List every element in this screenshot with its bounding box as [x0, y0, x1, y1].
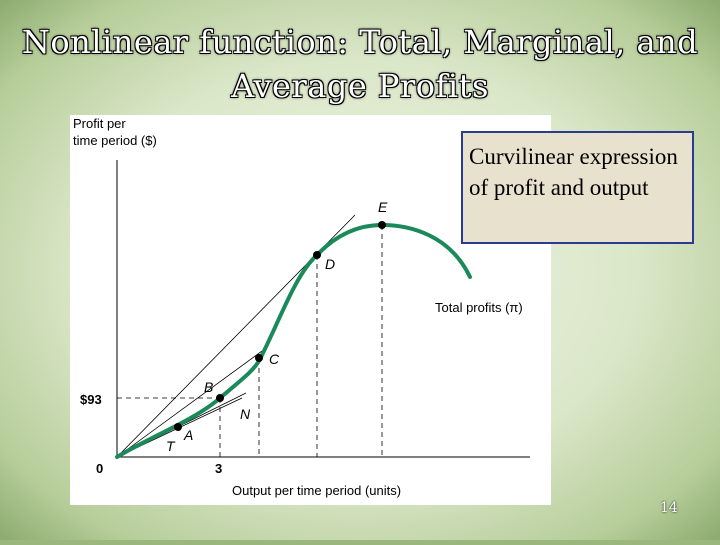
label-c: C — [269, 351, 280, 367]
curve-label: Total profits (π) — [435, 300, 523, 315]
y-axis-label-line2: time period ($) — [73, 133, 157, 148]
label-d: D — [325, 256, 336, 272]
y-tick-label: $93 — [80, 392, 102, 407]
point-e — [378, 221, 386, 229]
point-a — [174, 423, 182, 431]
label-n: N — [240, 406, 251, 422]
page-number: 14 — [660, 500, 678, 516]
point-c — [255, 354, 263, 362]
total-profit-curve — [117, 225, 470, 457]
callout-text: Curvilinear expression of profit and output — [469, 144, 678, 200]
slide-title: Nonlinear function: Total, Marginal, and Average Profits — [21, 23, 699, 105]
label-e: E — [378, 199, 388, 215]
label-t: T — [166, 438, 175, 454]
y-axis-label-line1: Profit per — [73, 116, 126, 131]
x-tick-label: 3 — [215, 461, 223, 476]
point-d — [313, 251, 321, 259]
label-a: A — [184, 427, 194, 443]
label-b: B — [204, 379, 214, 395]
point-b — [216, 394, 224, 402]
origin-label: 0 — [96, 461, 104, 476]
callout-box — [461, 131, 694, 244]
x-axis-label: Output per time period (units) — [232, 483, 402, 498]
